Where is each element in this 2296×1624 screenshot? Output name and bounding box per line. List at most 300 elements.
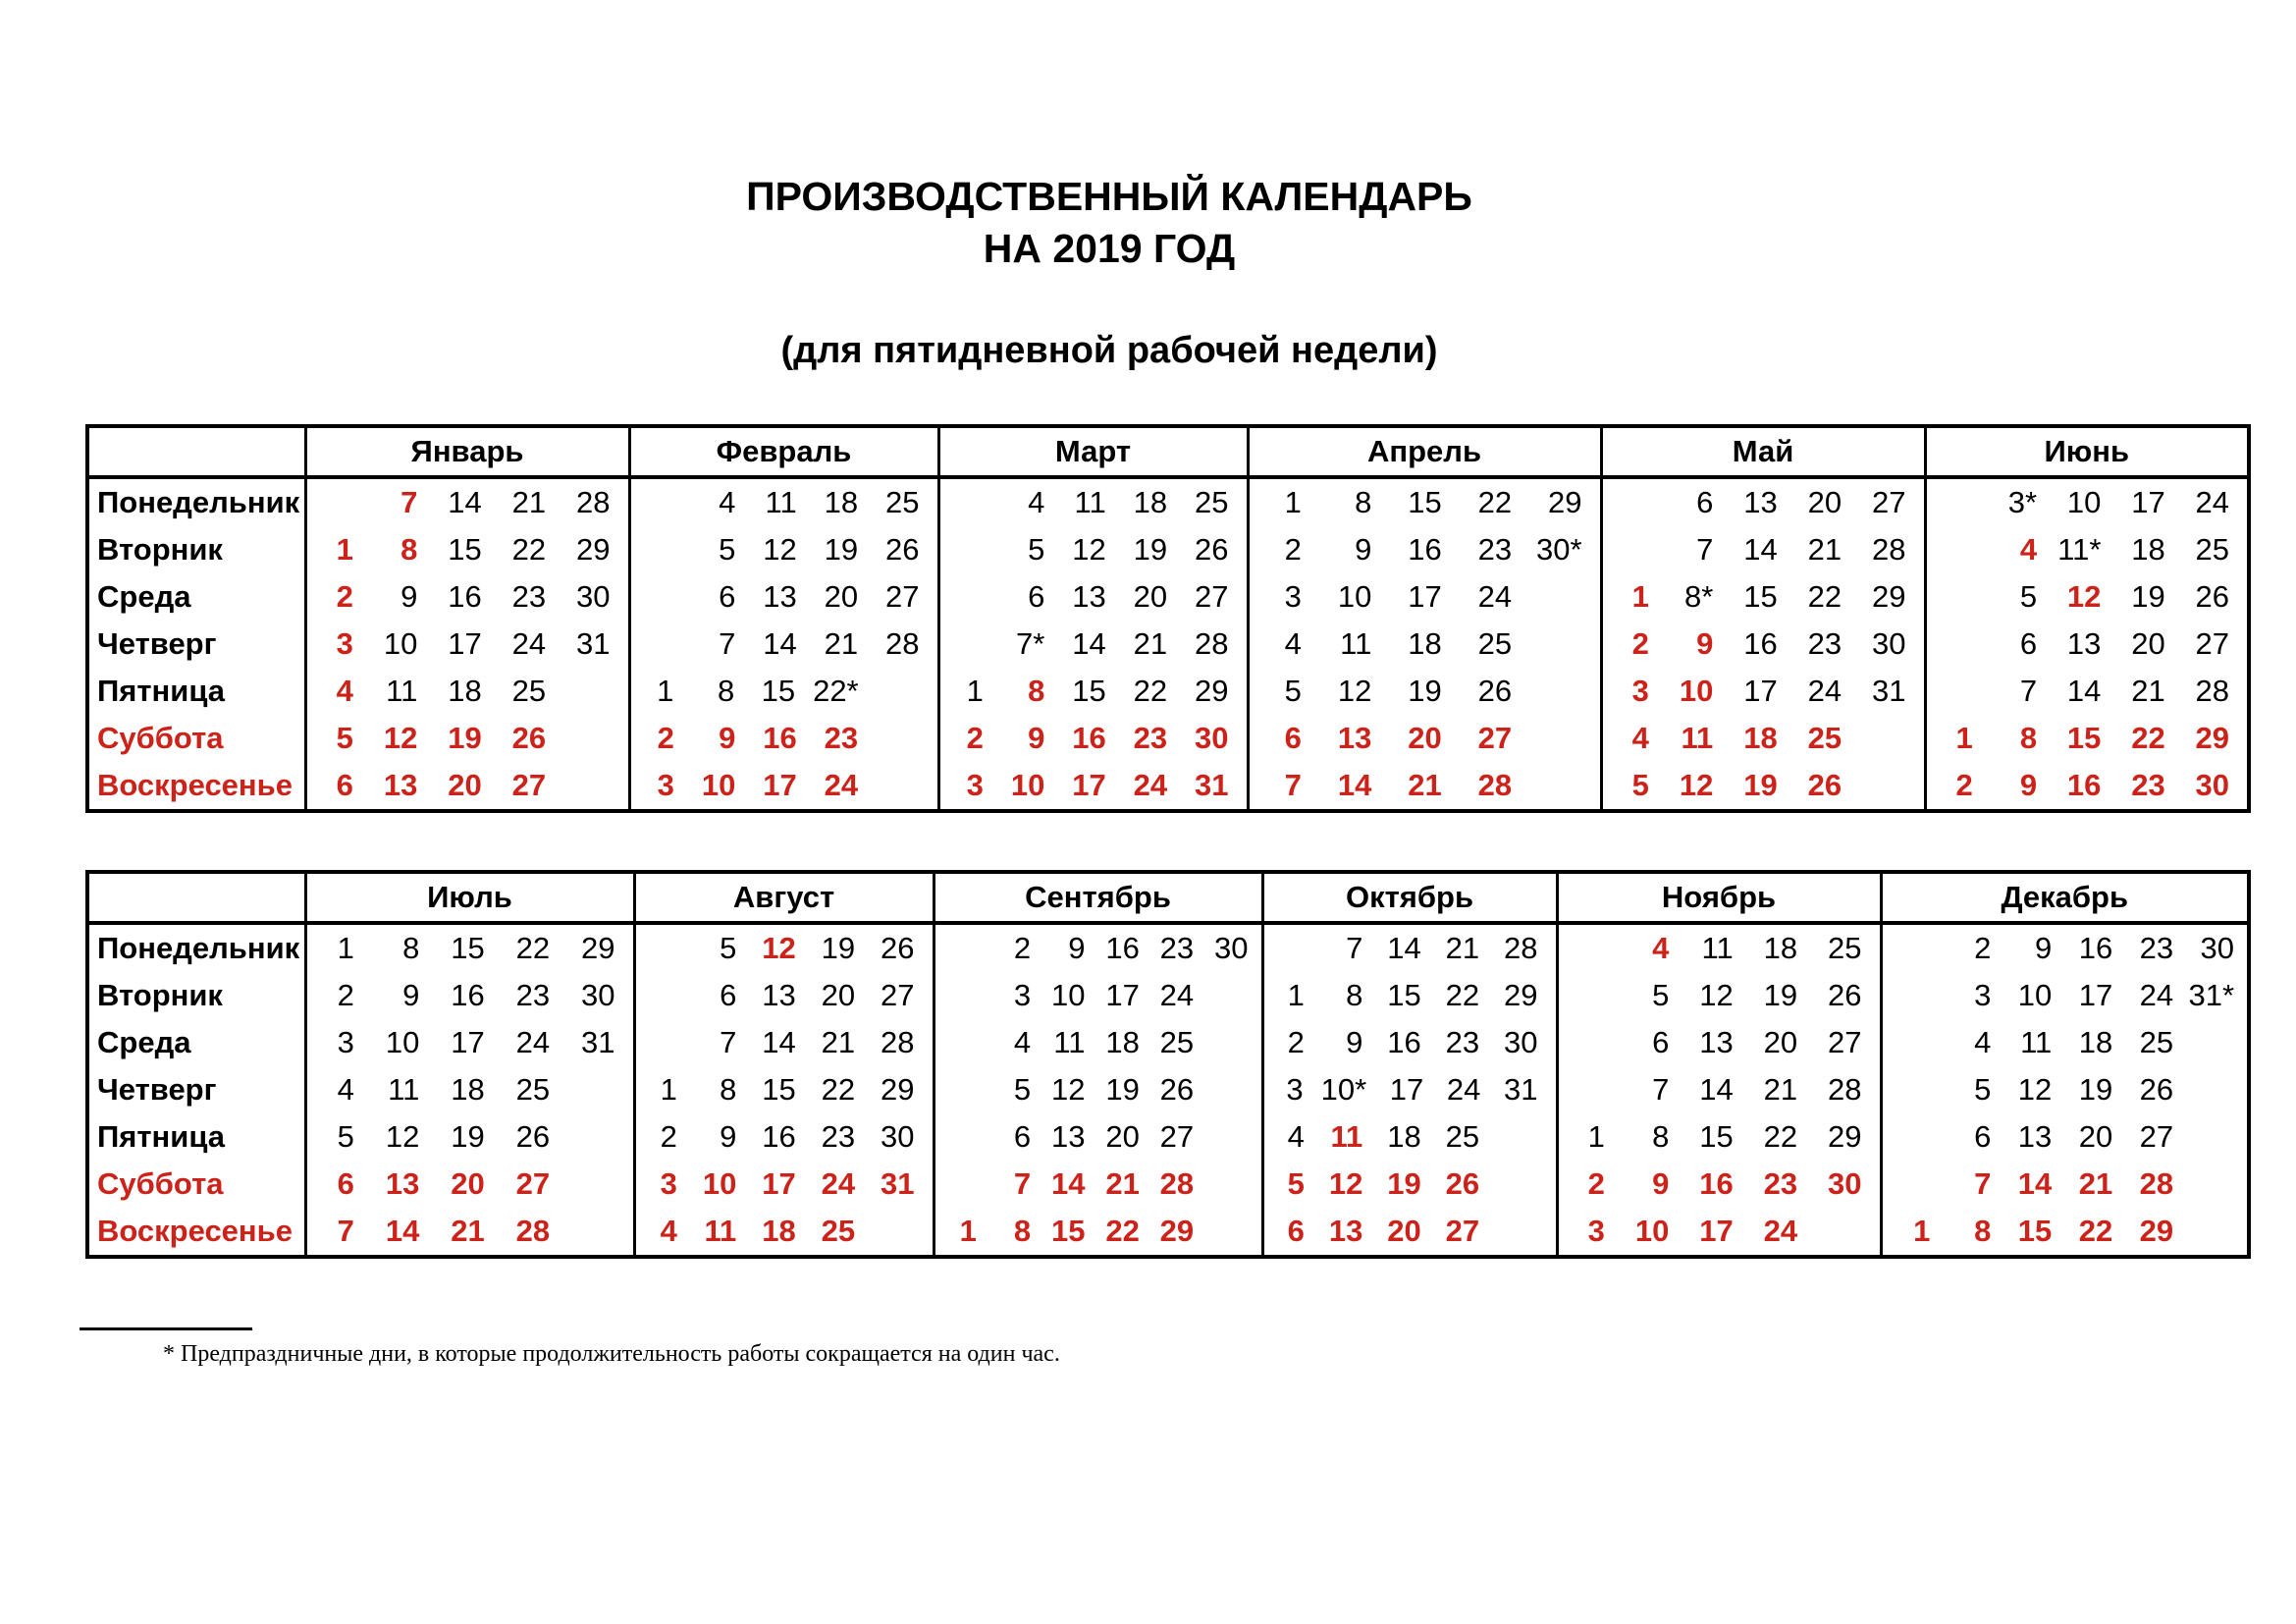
week-columns	[307, 1208, 633, 1255]
month-days-cell	[1262, 1019, 1557, 1066]
day-number: 28	[885, 626, 920, 661]
day-number: 4	[1287, 1119, 1305, 1154]
calendar-table	[85, 424, 2251, 813]
day-number: 22	[515, 931, 551, 965]
day-number: 30*	[1535, 532, 1582, 567]
month-days-cell	[634, 923, 934, 972]
week-columns	[1559, 972, 1880, 1019]
month-days-cell	[305, 1066, 634, 1113]
day-number: 28	[1477, 768, 1513, 802]
day-number: 15	[1699, 1119, 1734, 1154]
week-columns	[307, 925, 633, 972]
day-number: 7	[1284, 768, 1302, 802]
weekday-label: Суббота	[97, 1166, 224, 1201]
day-number: 24	[1133, 768, 1168, 802]
day-number: 25	[1445, 1119, 1480, 1154]
day-number: 5	[719, 532, 736, 567]
day-number: 25	[1159, 1025, 1195, 1059]
weekday-label: Понедельник	[97, 485, 300, 519]
weekday-label: Воскресенье	[97, 768, 293, 802]
day-number: 3	[1631, 674, 1649, 708]
day-number: 16	[762, 1119, 796, 1154]
week-columns	[935, 1066, 1261, 1113]
month-days-cell	[305, 526, 629, 573]
day-number: 7	[400, 485, 418, 519]
day-number: 17	[2078, 978, 2113, 1012]
day-number: 18	[1133, 485, 1168, 519]
day-number: 30	[1828, 1166, 1862, 1201]
day-number: 9	[719, 721, 736, 755]
day-number: 21	[1445, 931, 1480, 965]
day-number: 29	[2139, 1214, 2174, 1248]
day-number: 29	[1504, 978, 1538, 1012]
day-number: 24	[2139, 978, 2174, 1012]
day-number: 14	[1051, 1166, 1086, 1201]
month-days-cell	[1925, 715, 2249, 762]
day-number: 6	[2019, 626, 2038, 661]
day-number: 25	[2195, 532, 2229, 567]
day-number: 19	[1387, 1166, 1421, 1201]
day-number: 14	[2066, 674, 2102, 708]
week-columns	[1927, 479, 2248, 526]
week-columns	[1559, 1113, 1880, 1161]
weekday-row	[87, 715, 2249, 762]
day-number: 12	[763, 532, 797, 567]
week-columns	[307, 526, 628, 573]
day-number: 7*	[1016, 626, 1045, 661]
day-number: 6	[1284, 721, 1302, 755]
day-number: 29	[1872, 579, 1906, 614]
day-number: 25	[1195, 485, 1229, 519]
day-number: 5	[1631, 768, 1649, 802]
month-days-cell	[1248, 762, 1601, 811]
day-number: 27	[1828, 1025, 1862, 1059]
day-number: 7	[1013, 1166, 1032, 1201]
weekday-label: Вторник	[97, 532, 223, 567]
day-number: 23	[1807, 626, 1842, 661]
week-columns	[1927, 762, 2248, 809]
day-number: 18	[451, 1072, 485, 1107]
week-columns	[940, 668, 1247, 715]
month-days-cell	[1248, 621, 1601, 668]
day-number: 19	[821, 931, 856, 965]
day-number: 8	[1652, 1119, 1670, 1154]
day-number: 29	[1195, 674, 1229, 708]
day-number: 5	[336, 721, 353, 755]
month-days-cell	[1925, 762, 2249, 811]
day-number: 9	[720, 1119, 737, 1154]
day-number: 29	[1828, 1119, 1862, 1154]
day-number: 16	[763, 721, 797, 755]
week-columns	[1250, 621, 1600, 668]
day-number: 16	[1743, 626, 1778, 661]
week-columns	[631, 668, 937, 715]
day-number: 21	[1105, 1166, 1140, 1201]
day-number: 19	[1743, 768, 1778, 802]
week-columns	[307, 762, 628, 809]
week-columns	[1559, 925, 1880, 972]
day-number: 20	[1807, 485, 1842, 519]
day-number: 9	[2019, 768, 2038, 802]
day-number: 22	[1105, 1214, 1140, 1248]
weekday-label: Пятница	[97, 674, 226, 708]
month-days-cell	[629, 668, 938, 715]
day-number: 15	[2017, 1214, 2053, 1248]
month-days-cell	[634, 1208, 934, 1257]
month-name: Март	[938, 426, 1248, 477]
day-number: 24	[1446, 1072, 1481, 1107]
week-columns	[1927, 668, 2248, 715]
day-number: 23	[515, 978, 551, 1012]
month-days-cell	[1601, 668, 1925, 715]
day-number: 18	[1105, 1025, 1140, 1059]
day-number: 20	[1105, 1119, 1140, 1154]
weekday-row	[87, 1161, 2249, 1208]
day-number: 1	[336, 532, 353, 567]
day-number: 23	[2131, 768, 2165, 802]
day-number: 17	[1699, 1214, 1734, 1248]
month-days-cell	[1248, 715, 1601, 762]
day-number: 14	[1337, 768, 1372, 802]
month-name: Июнь	[1925, 426, 2249, 477]
day-number: 12	[2017, 1072, 2053, 1107]
week-columns	[636, 1113, 933, 1161]
week-columns	[1883, 1208, 2248, 1255]
week-columns	[935, 1161, 1261, 1208]
week-columns	[636, 1066, 933, 1113]
day-number: 22	[511, 532, 547, 567]
day-number: 26	[1807, 768, 1842, 802]
day-number: 9	[1355, 532, 1372, 567]
day-number: 1	[1287, 978, 1305, 1012]
day-number: 14	[1699, 1072, 1734, 1107]
day-number: 21	[2131, 674, 2165, 708]
month-days-cell	[934, 1019, 1262, 1066]
day-number: 3*	[2007, 485, 2038, 519]
day-number: 1	[1587, 1119, 1605, 1154]
day-number: 30	[2195, 768, 2229, 802]
day-number: 1	[657, 674, 674, 708]
day-number: 23	[1477, 532, 1513, 567]
weekday-row	[87, 1208, 2249, 1257]
day-number: 11	[1330, 1119, 1363, 1154]
day-number: 2	[1587, 1166, 1605, 1201]
day-number: 18	[2078, 1025, 2113, 1059]
day-number: 13	[2017, 1119, 2053, 1154]
day-number: 2	[966, 721, 984, 755]
day-number: 9	[2035, 931, 2053, 965]
weekday-label: Среда	[97, 579, 191, 614]
day-number: 11	[386, 674, 418, 708]
day-number: 25	[1828, 931, 1862, 965]
day-number: 2	[1955, 768, 1973, 802]
day-number: 25	[2139, 1025, 2174, 1059]
day-number: 28	[1872, 532, 1906, 567]
week-columns	[307, 621, 628, 668]
month-days-cell	[634, 1066, 934, 1113]
day-number: 8	[1346, 978, 1363, 1012]
day-number: 4	[337, 1072, 354, 1107]
day-number: 11	[388, 1072, 420, 1107]
day-number: 1	[966, 674, 984, 708]
month-days-cell	[938, 621, 1248, 668]
week-columns	[1250, 526, 1600, 573]
weekday-row	[87, 573, 2249, 621]
day-number: 30	[581, 978, 615, 1012]
day-number: 31*	[2188, 978, 2235, 1012]
day-number: 14	[763, 626, 797, 661]
day-number: 8	[402, 931, 420, 965]
day-number: 4	[1284, 626, 1302, 661]
month-days-cell	[1262, 923, 1557, 972]
week-columns	[1250, 573, 1600, 621]
day-number: 8	[2019, 721, 2038, 755]
month-days-cell	[1262, 1066, 1557, 1113]
day-number: 20	[2131, 626, 2165, 661]
day-number: 3	[657, 768, 674, 802]
day-number: 31	[1504, 1072, 1538, 1107]
day-number: 13	[1072, 579, 1106, 614]
day-number: 10	[1010, 768, 1045, 802]
weekday-label: Понедельник	[97, 931, 300, 965]
month-days-cell	[1925, 668, 2249, 715]
day-number: 26	[1828, 978, 1862, 1012]
day-number: 29	[1159, 1214, 1195, 1248]
weekday-label: Вторник	[97, 978, 223, 1012]
day-number: 19	[2078, 1072, 2113, 1107]
day-number: 30	[881, 1119, 915, 1154]
day-number: 3	[1284, 579, 1302, 614]
week-columns	[940, 573, 1247, 621]
day-number: 6	[336, 768, 353, 802]
day-number: 11*	[2057, 532, 2102, 567]
day-number: 23	[1159, 931, 1195, 965]
day-number: 3	[336, 626, 353, 661]
day-number: 10	[385, 1025, 420, 1059]
day-number: 5	[1028, 532, 1045, 567]
day-number: 8	[1013, 1214, 1032, 1248]
month-days-cell	[305, 621, 629, 668]
week-columns	[935, 1113, 1261, 1161]
day-number: 31	[1195, 768, 1229, 802]
day-number: 5	[1284, 674, 1302, 708]
month-days-cell	[1881, 1161, 2249, 1208]
day-number: 7	[1652, 1072, 1670, 1107]
day-number: 22*	[813, 674, 859, 708]
day-number: 25	[1477, 626, 1513, 661]
day-number: 22	[2131, 721, 2165, 755]
week-columns	[1927, 715, 2248, 762]
day-number: 11	[1053, 1025, 1086, 1059]
month-days-cell	[634, 1113, 934, 1161]
day-number: 13	[2066, 626, 2102, 661]
day-number: 17	[763, 768, 797, 802]
day-number: 12	[1051, 1072, 1086, 1107]
day-number: 21	[1408, 768, 1442, 802]
month-days-cell	[1881, 923, 2249, 972]
day-number: 7	[1974, 1166, 1992, 1201]
day-number: 28	[2139, 1166, 2174, 1201]
day-number: 8	[717, 674, 735, 708]
day-number: 6	[720, 978, 737, 1012]
day-number: 3	[1013, 978, 1032, 1012]
day-number: 19	[1763, 978, 1798, 1012]
day-number: 29	[581, 931, 615, 965]
day-number: 25	[515, 1072, 551, 1107]
day-number: 15	[1387, 978, 1421, 1012]
month-days-cell	[934, 972, 1262, 1019]
day-number: 8	[720, 1072, 737, 1107]
day-number: 25	[821, 1214, 856, 1248]
calendar-first-half-year	[85, 424, 2251, 813]
week-columns	[307, 1019, 633, 1066]
week-columns	[1603, 479, 1924, 526]
week-columns	[1264, 925, 1556, 972]
day-number: 4	[2019, 532, 2038, 567]
week-columns	[1264, 972, 1556, 1019]
day-number: 28	[881, 1025, 915, 1059]
week-columns	[631, 526, 937, 573]
day-number: 14	[2017, 1166, 2053, 1201]
day-number: 21	[1763, 1072, 1798, 1107]
day-number: 19	[1133, 532, 1168, 567]
day-number: 7	[337, 1214, 354, 1248]
day-number: 29	[576, 532, 611, 567]
day-number: 23	[824, 721, 859, 755]
week-columns	[307, 573, 628, 621]
week-columns	[940, 621, 1247, 668]
day-number: 16	[1387, 1025, 1421, 1059]
day-number: 7	[1696, 532, 1714, 567]
day-number: 17	[451, 1025, 485, 1059]
day-number: 6	[1028, 579, 1045, 614]
day-number: 26	[1445, 1166, 1480, 1201]
day-number: 22	[1445, 978, 1480, 1012]
week-columns	[636, 1161, 933, 1208]
week-columns	[1250, 479, 1600, 526]
day-number: 4	[660, 1214, 677, 1248]
footnote-rule	[80, 1327, 252, 1330]
month-days-cell	[1601, 573, 1925, 621]
month-days-cell	[1557, 972, 1881, 1019]
month-name: Январь	[305, 426, 629, 477]
day-number: 18	[1763, 931, 1798, 965]
week-columns	[1559, 1019, 1880, 1066]
week-columns	[1559, 1066, 1880, 1113]
day-number: 6	[1652, 1025, 1670, 1059]
day-number: 8	[1355, 485, 1372, 519]
day-number: 28	[2195, 674, 2229, 708]
day-number: 23	[821, 1119, 856, 1154]
month-name: Сентябрь	[934, 872, 1262, 923]
day-number: 28	[515, 1214, 551, 1248]
day-number: 3	[1286, 1072, 1304, 1107]
week-columns	[631, 573, 937, 621]
month-days-cell	[1881, 1019, 2249, 1066]
title-line-2: НА 2019 ГОД	[983, 226, 1236, 272]
day-number: 3	[1974, 978, 1992, 1012]
month-days-cell	[938, 715, 1248, 762]
day-number: 9	[1652, 1166, 1670, 1201]
day-number: 24	[1159, 978, 1195, 1012]
day-number: 8	[1974, 1214, 1992, 1248]
month-days-cell	[305, 1161, 634, 1208]
day-number: 23	[1445, 1025, 1480, 1059]
day-number: 21	[451, 1214, 485, 1248]
day-number: 30	[1872, 626, 1906, 661]
week-columns	[1883, 1066, 2248, 1113]
month-days-cell	[934, 1113, 1262, 1161]
day-number: 22	[2078, 1214, 2113, 1248]
week-columns	[940, 479, 1247, 526]
day-number: 19	[824, 532, 859, 567]
day-number: 15	[448, 532, 482, 567]
week-columns	[1883, 1161, 2248, 1208]
day-number: 13	[1328, 1214, 1363, 1248]
month-name: Ноябрь	[1557, 872, 1881, 923]
day-number: 28	[1504, 931, 1538, 965]
day-number: 19	[2131, 579, 2165, 614]
day-number: 21	[821, 1025, 856, 1059]
day-number: 20	[821, 978, 856, 1012]
day-number: 11	[1340, 626, 1372, 661]
day-number: 14	[1743, 532, 1778, 567]
day-number: 24	[1807, 674, 1842, 708]
corner-cell	[87, 426, 305, 477]
week-columns	[1264, 1019, 1556, 1066]
month-days-cell	[305, 923, 634, 972]
month-days-cell	[629, 573, 938, 621]
month-days-cell	[1601, 621, 1925, 668]
day-number: 22	[1807, 579, 1842, 614]
day-number: 18	[762, 1214, 796, 1248]
day-number: 29	[881, 1072, 915, 1107]
week-columns	[631, 621, 937, 668]
corner-cell	[87, 872, 305, 923]
week-columns	[631, 762, 937, 809]
day-number: 5	[1974, 1072, 1992, 1107]
day-number: 26	[1195, 532, 1229, 567]
day-number: 10	[2017, 978, 2053, 1012]
week-columns	[1927, 573, 2248, 621]
week-columns	[940, 762, 1247, 809]
day-number: 27	[2195, 626, 2229, 661]
day-number: 9	[1028, 721, 1045, 755]
day-number: 22	[1477, 485, 1513, 519]
day-number: 12	[385, 1119, 420, 1154]
day-number: 27	[1195, 579, 1229, 614]
day-number: 13	[1743, 485, 1778, 519]
day-number: 28	[1828, 1072, 1862, 1107]
day-number: 15	[1743, 579, 1778, 614]
day-number: 19	[451, 1119, 485, 1154]
day-number: 19	[448, 721, 482, 755]
day-number: 23	[2139, 931, 2174, 965]
day-number: 5	[2019, 579, 2038, 614]
day-number: 5	[1013, 1072, 1032, 1107]
month-header-row	[87, 426, 2249, 477]
day-number: 27	[511, 768, 547, 802]
month-days-cell	[1262, 1208, 1557, 1257]
day-number: 28	[576, 485, 611, 519]
day-number: 14	[1072, 626, 1106, 661]
day-number: 17	[1743, 674, 1778, 708]
weekday-label: Четверг	[97, 626, 217, 661]
month-days-cell	[934, 923, 1262, 972]
day-number: 2	[660, 1119, 677, 1154]
day-number: 21	[1133, 626, 1168, 661]
week-columns	[935, 972, 1261, 1019]
